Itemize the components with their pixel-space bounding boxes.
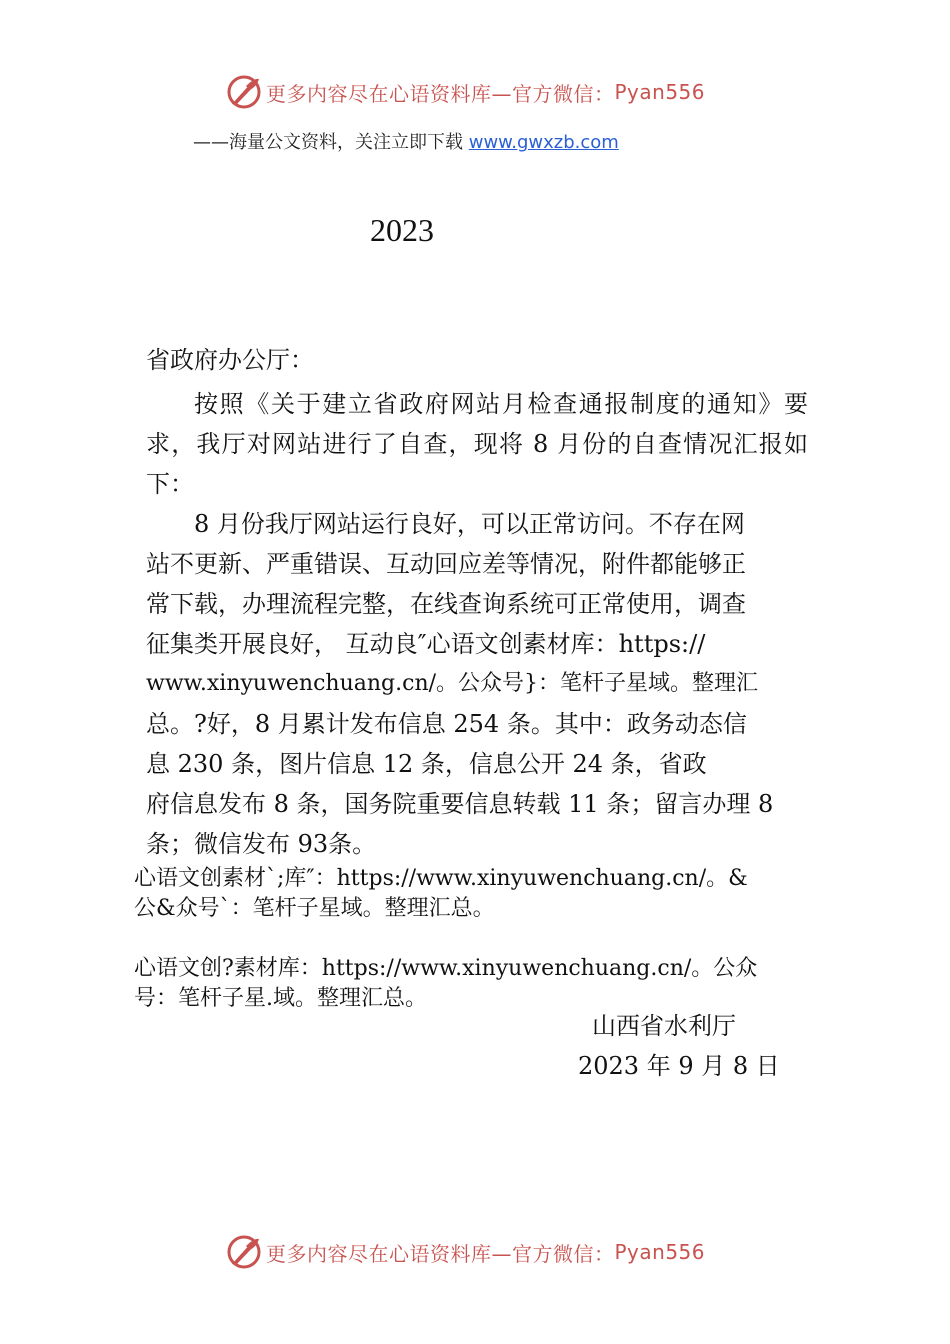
watermark-note-line: 公&众号`：笔杆子星域。整理汇总。 bbox=[134, 896, 495, 921]
quill-logo-icon bbox=[226, 74, 262, 110]
quill-logo-icon bbox=[226, 1234, 262, 1270]
watermark-note-line: 心语文创素材`;库″：https://www.xinyuwenchuang.cn/。& bbox=[134, 866, 748, 891]
promo-line bbox=[193, 128, 619, 154]
footer-banner-text: 更多内容尽在心语资料库—官方微信： bbox=[266, 1241, 615, 1266]
body-line: www.xinyuwenchuang.cn/。公众号}：笔杆子星域。整理汇 bbox=[146, 671, 759, 696]
signature: 山西省水利厅 bbox=[592, 1012, 736, 1040]
paragraph-intro: 按照《关于建立省政府网站月检查通报制度的通知》要求，我厅对网站进行了自查，现将 8 月份的自查情况汇报如下： bbox=[146, 390, 808, 498]
body-line: 征集类开展良好， 互动良″心语文创素材库：https:// bbox=[146, 630, 706, 658]
header-banner bbox=[226, 72, 705, 112]
watermark-note-line: 心语文创?素材库：https://www.xinyuwenchuang.cn/。公众 bbox=[134, 956, 758, 981]
body-line: 总。?好，8 月累计发布信息 254 条。其中：政务动态信 bbox=[146, 710, 747, 738]
promo-text: ——海量公文资料，关注立即下载 bbox=[193, 132, 469, 153]
promo-link[interactable]: www.gwxzb.com bbox=[468, 132, 619, 153]
body-line: 条；微信发布 93条。 bbox=[146, 830, 377, 858]
watermark-note-line: 号：笔杆子星.域。整理汇总。 bbox=[134, 986, 427, 1011]
banner-text: 更多内容尽在心语资料库—官方微信： bbox=[266, 81, 615, 106]
banner-wechat-id: Pyan556 bbox=[614, 80, 706, 104]
body-line: 常下载，办理流程完整，在线查询系统可正常使用，调查 bbox=[146, 590, 746, 618]
addressee: 省政府办公厅： bbox=[146, 346, 314, 374]
document-date: 2023 年 9 月 8 日 bbox=[578, 1052, 780, 1080]
footer-wechat-id: Pyan556 bbox=[614, 1240, 706, 1264]
body-line: 站不更新、严重错误、互动回应差等情况，附件都能够正 bbox=[146, 550, 746, 578]
document-title-year: 2023 bbox=[370, 212, 434, 248]
footer-banner bbox=[226, 1232, 705, 1272]
body-line: 府信息发布 8 条，国务院重要信息转载 11 条；留言办理 8 bbox=[146, 790, 774, 818]
body-line: 息 230 条，图片信息 12 条，信息公开 24 条，省政 bbox=[146, 750, 707, 778]
body-line: 8 月份我厅网站运行良好，可以正常访问。不存在网 bbox=[194, 510, 745, 538]
